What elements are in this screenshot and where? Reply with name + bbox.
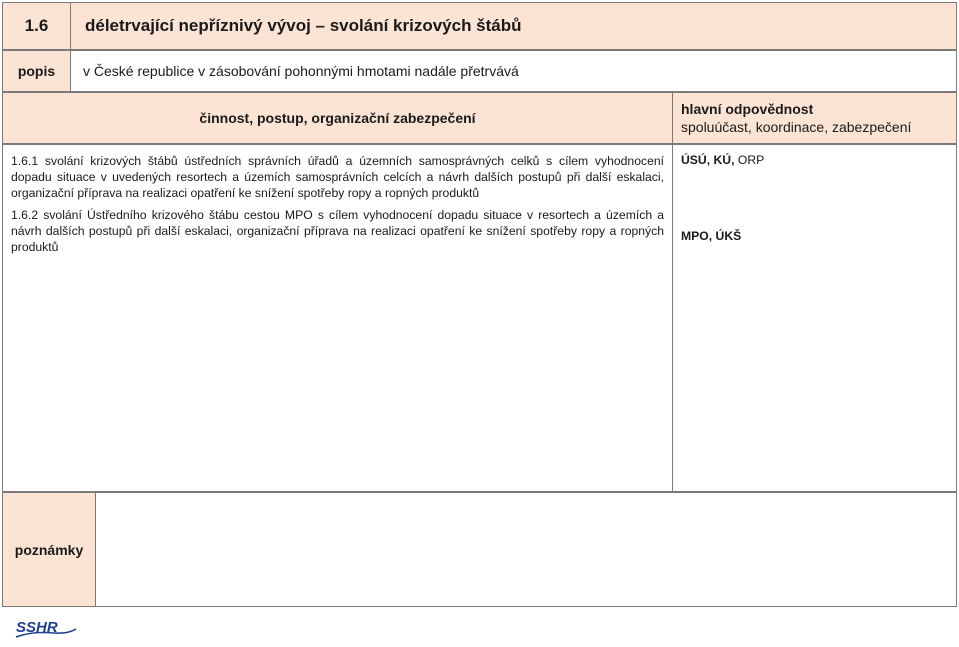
responsible-party: MPO, ÚKŠ [681, 229, 742, 243]
table-header-row [2, 92, 957, 144]
responsibility-header [673, 93, 956, 143]
responsible-party [681, 153, 948, 169]
description-label: popis [3, 51, 71, 91]
description-row [2, 50, 957, 92]
notes-label: poznámky [3, 493, 96, 606]
activity-item-text: svolání Ústředního krizového štábu cestou MPO s cílem vyhodnocení dopadu situace v resortech a územích a návrh dalších postupů při další eskalaci, organizační příprava na realizaci opatření ke snížení spotřeby ropy a ropných produktů [11, 208, 664, 254]
responsible-party-bold: ÚSÚ, KÚ, [681, 153, 735, 167]
responsibility-sub-label: spoluúčast, koordinace, zabezpečení [681, 119, 912, 135]
responsibility-list [673, 145, 956, 491]
section-number: 1.6 [3, 3, 71, 49]
activity-header: činnost, postup, organizační zabezpečení [3, 93, 673, 143]
table-body-row [2, 144, 957, 492]
activity-item-text: svolání krizových štábů ústředních správních úřadů a územních samosprávných celků s cílem vyhodnocení dopadu situace v uvedených resortech a územích samosprávních celcích a návrh dalších postupů při další eskalaci, organizační příprava na realizaci opatření ke snížení spotřeby ropy a ropných produktů [11, 154, 665, 200]
activity-list [3, 145, 673, 491]
section-title-row [2, 2, 957, 50]
activity-item-id: 1.6.1 [11, 154, 39, 168]
activity-item-id: 1.6.2 [11, 208, 39, 222]
sshr-logo [14, 617, 78, 641]
responsible-party-plain: ORP [737, 153, 765, 167]
activity-item [11, 153, 664, 201]
responsibility-main-label: hlavní odpovědnost [681, 101, 814, 117]
notes-value [96, 493, 956, 606]
section-title: déletrvající nepříznivý vývoj – svolání krizových štábů [71, 3, 956, 49]
activity-item [11, 207, 664, 255]
notes-row [2, 492, 957, 607]
logo-text: SSHR [16, 619, 58, 636]
description-text: v České republice v zásobování pohonnými hmotami nadále přetrvává [83, 63, 519, 79]
